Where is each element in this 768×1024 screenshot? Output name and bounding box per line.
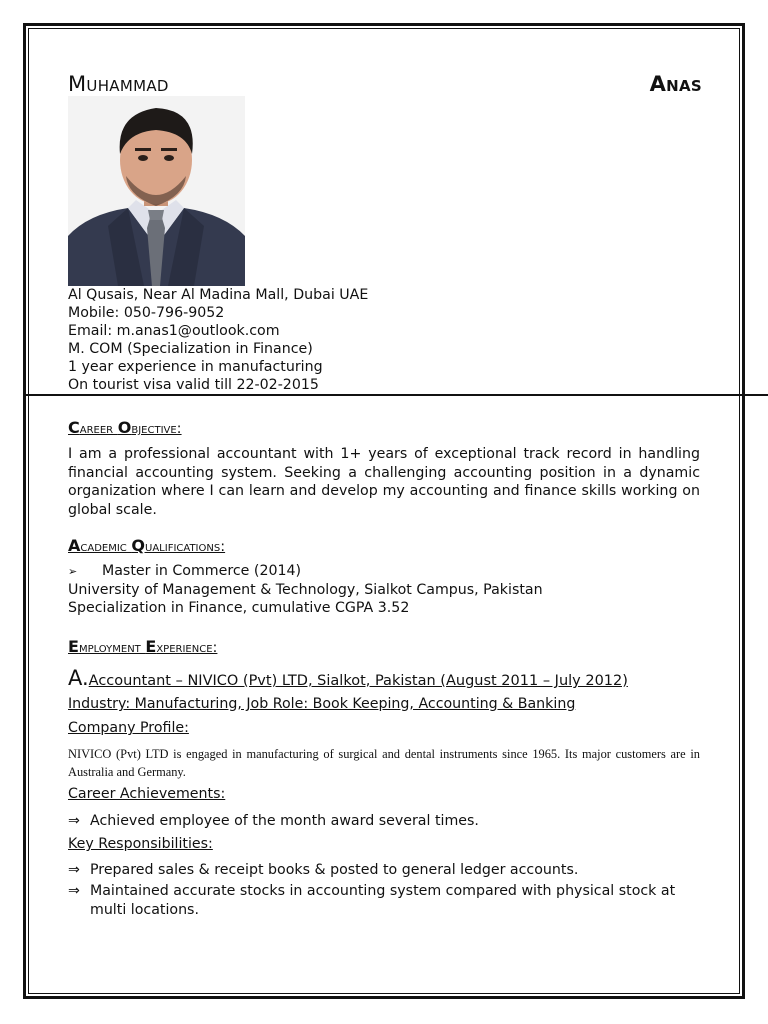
academic-specialization: Specialization in Finance, cumulative CGPA 3.52 [68,600,410,616]
arrow-right-icon: ⇒ [68,862,80,878]
employment-heading: Employment Experience: [68,637,218,656]
email: Email: m.anas1@outlook.com [68,323,280,339]
visa-status: On tourist visa valid till 22-02-2015 [68,377,319,393]
mobile: Mobile: 050-796-9052 [68,305,225,321]
academic-heading: Academic Qualifications: [68,536,226,555]
company-profile-text: NIVICO (Pvt) LTD is engaged in manufacturing of surgical and dental instruments since 1965. Its major customers are in Australia and Germany. [68,747,700,779]
degree-summary: M. COM (Specialization in Finance) [68,341,313,357]
academic-university: University of Management & Technology, Sialkot Campus, Pakistan [68,582,543,598]
responsibility-item: ⇒ Maintained accurate stocks in accounting system compared with physical stock at multi locations. [68,883,676,918]
career-objective-heading: Career Objective: [68,418,182,437]
address: Al Qusais, Near Al Madina Mall, Dubai UAE [68,287,369,303]
experience-summary: 1 year experience in manufacturing [68,359,323,375]
responsibility-item: ⇒ Prepared sales & receipt books & posted to general ledger accounts. [68,862,579,878]
last-name: Anas [649,72,702,96]
academic-degree: ➢ Master in Commerce (2014) [68,563,302,579]
divider-line [26,394,768,396]
contact-block [68,286,368,394]
job-title: A.Accountant – NIVICO (Pvt) LTD, Sialkot, Pakistan (August 2011 – July 2012) [68,666,628,690]
first-name: Muhammad [68,72,169,96]
portrait-illustration [68,96,245,286]
achievement-item: ⇒ Achieved employee of the month award several times. [68,813,479,829]
bullet-arrow-icon: ➢ [68,565,78,578]
achievements-label: Career Achievements: [68,786,226,802]
profile-photo [68,96,245,286]
company-profile-label: Company Profile: [68,720,189,736]
arrow-right-icon: ⇒ [68,883,80,899]
arrow-right-icon: ⇒ [68,813,80,829]
job-industry: Industry: Manufacturing, Job Role: Book Keeping, Accounting & Banking [68,696,576,712]
career-objective-text: I am a professional accountant with 1+ years of exceptional track record in handling financial accounting system. Seeking a challenging accounting position in a dynamic organization where I can learn and develop my accounting and finance skills working on global scale. [68,446,700,518]
responsibilities-label: Key Responsibilities: [68,836,213,852]
